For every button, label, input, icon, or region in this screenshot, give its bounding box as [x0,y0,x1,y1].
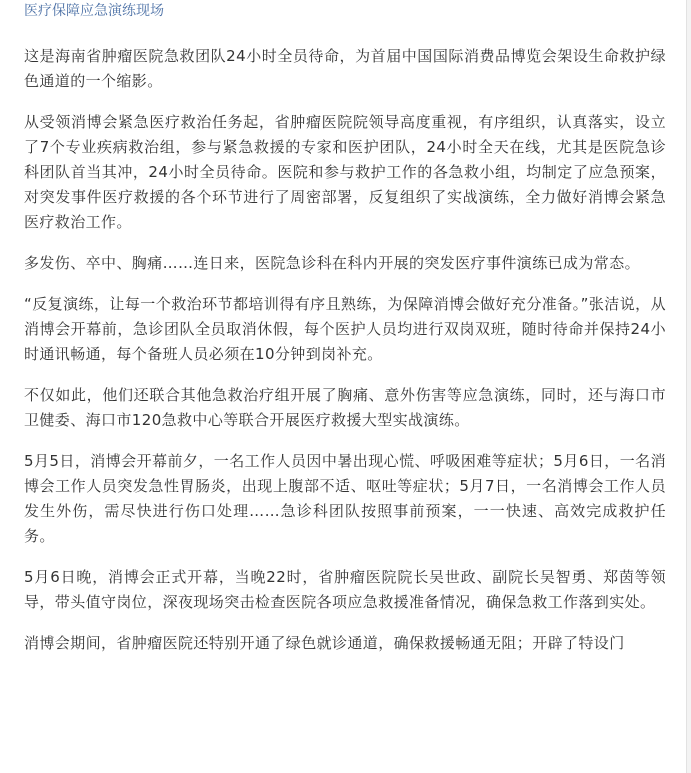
paragraph-1: 这是海南省肿瘤医院急救团队24小时全员待命，为首届中国国际消费品博览会架设生命救护绿色通道的一个缩影。 [24,47,666,90]
article-body [24,44,666,672]
image-caption: 医疗保障应急演练现场 [24,3,164,19]
paragraph-3: 多发伤、卒中、胸痛……连日来，医院急诊科在科内开展的突发医疗事件演练已成为常态。 [24,254,641,272]
paragraph-7: 5月6日晚，消博会正式开幕，当晚22时，省肿瘤医院院长吴世政、副院长吴智勇、郑茵等领导，带头值守岗位，深夜现场突击检查医院各项应急救援准备情况，确保急救工作落到实处。 [24,568,666,611]
paragraph-6: 5月5日，消博会开幕前夕，一名工作人员因中暑出现心慌、呼吸困难等症状；5月6日，一名消博会工作人员突发急性胃肠炎，出现上腹部不适、呕吐等症状；5月7日，一名消博会工作人员发生外伤，需尽快进行伤口处理……急诊科团队按照事前预案，一一快速、高效完成救护任务。 [24,452,666,545]
scrollbar-track[interactable] [686,0,691,773]
paragraph-8: 消博会期间，省肿瘤医院还特别开通了绿色就诊通道，确保救援畅通无阻；开辟了特设门 [24,634,625,652]
paragraph-5: 不仅如此，他们还联合其他急救治疗组开展了胸痛、意外伤害等应急演练，同时，还与海口市卫健委、海口市120急救中心等联合开展医疗救援大型实战演练。 [24,386,666,429]
paragraph-4: “反复演练，让每一个救治环节都培训得有序且熟练，为保障消博会做好充分准备。”张洁说，从消博会开幕前，急诊团队全员取消休假，每个医护人员均进行双岗双班，随时待命并保持24小时通讯畅通，每个备班人员必须在10分钟到岗补充。 [24,295,666,363]
paragraph-2: 从受领消博会紧急医疗救治任务起，省肿瘤医院院领导高度重视，有序组织，认真落实，设立了7个专业疾病救治组，参与紧急救援的专家和医护团队，24小时全天在线，尤其是医院急诊科团队首当其冲，24小时全员待命。医院和参与救护工作的各急救小组，均制定了应急预案，对突发事件医疗救援的各个环节进行了周密部署，反复组织了实战演练，全力做好消博会紧急医疗救治工作。 [24,113,666,231]
